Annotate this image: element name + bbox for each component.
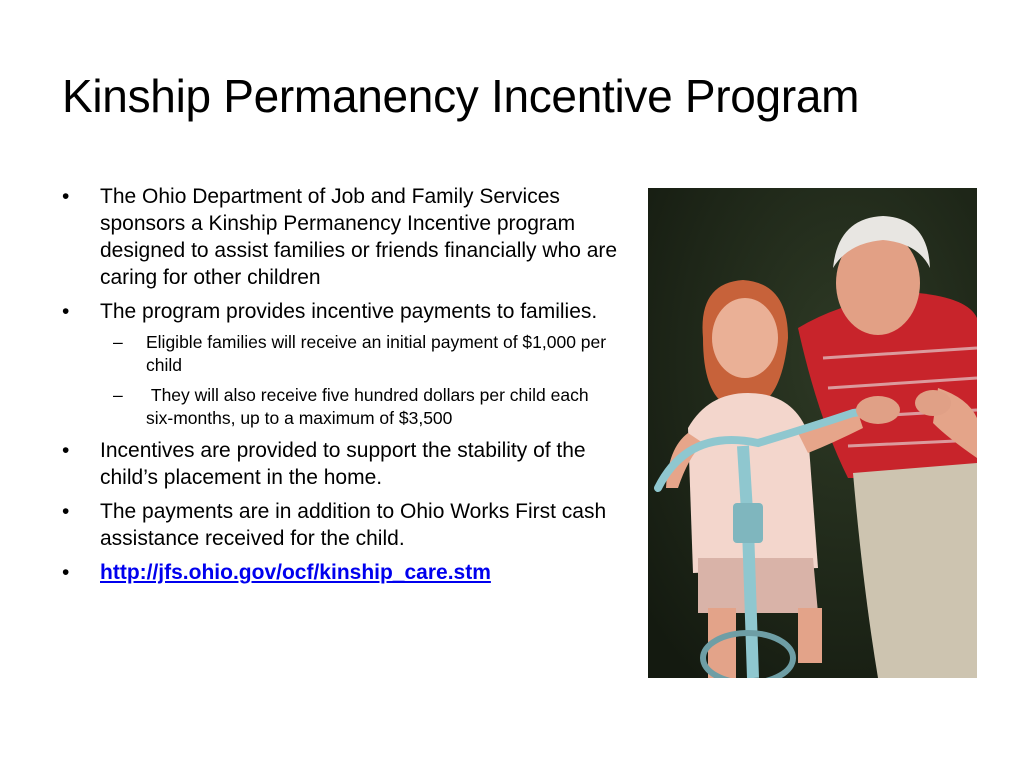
sub-bullet-item [100,331,620,377]
bullet-item [60,437,620,491]
sub-bullet-text: Eligible families will receive an initial payment of $1,000 per child [146,332,607,375]
man-hand [856,396,900,424]
photo-grandfather-girl-bicycle [648,188,977,678]
bullet-marker: • [62,561,70,584]
bullet-text: The program provides incentive payments to families. [100,300,598,323]
bullet-item [60,298,620,430]
man-hand-2 [915,390,951,416]
sub-bullet-list [100,331,620,430]
sub-bullet-text: They will also receive five hundred dollars per child each six-months, up to a maximum of $3,500 [146,385,594,428]
dash-marker: – [113,385,123,405]
kinship-care-link[interactable]: http://jfs.ohio.gov/ocf/kinship_care.stm [100,561,491,584]
bullet-text: Incentives are provided to support the stability of the child’s placement in the home. [100,439,586,489]
bullet-text: The Ohio Department of Job and Family Services sponsors a Kinship Permanency Incentive program designed to assist families or friends financially who are caring for other children [100,185,618,289]
bullet-item [60,559,620,586]
bullet-item [60,498,620,552]
slide-body [60,183,620,593]
bullet-text: The payments are in addition to Ohio Works First cash assistance received for the child. [100,500,607,550]
bullet-marker: • [62,300,70,323]
bullet-marker: • [62,185,70,208]
sub-bullet-item [100,384,620,430]
bike-headtube [733,503,763,543]
bullet-marker: • [62,439,70,462]
dash-marker: – [113,332,123,352]
girl-shorts [698,558,818,613]
photo-illustration [648,188,977,678]
girl-leg-right [798,608,822,663]
bullet-marker: • [62,500,70,523]
bullet-item [60,183,620,291]
slide-title: Kinship Permanency Incentive Program [62,70,860,122]
girl-face [712,298,778,378]
bullet-list [60,183,620,586]
